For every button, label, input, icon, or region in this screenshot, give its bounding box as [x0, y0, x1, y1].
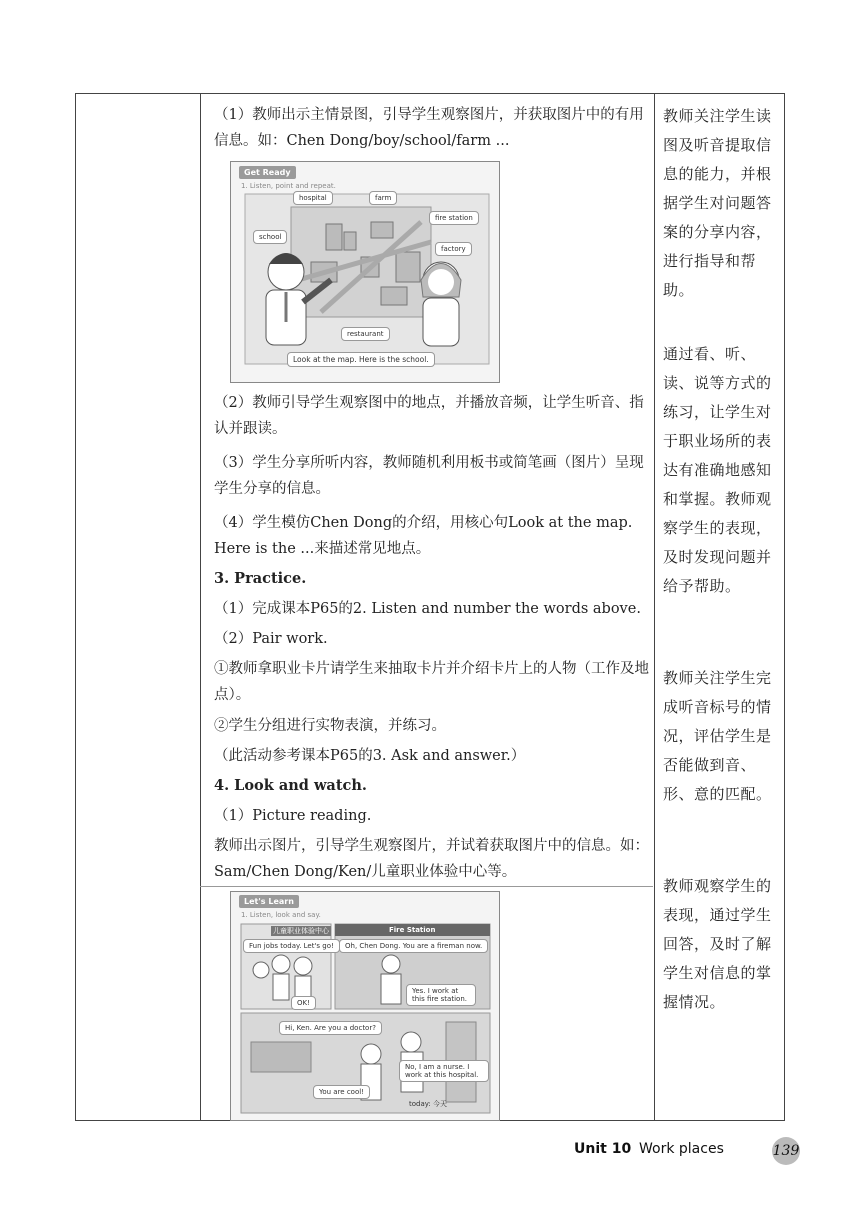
step-1: （1）教师出示主情景图，引导学生观察图片，并获取图片中的有用信息。如：Chen Dong/boy/school/farm ... [214, 107, 644, 149]
assessment-1: 教师关注学生读图及听音提取信息的能力，并根据学生对问题答案的分享内容，进行指导和帮助。 [663, 107, 772, 299]
assessment-3: 教师关注学生完成听音标号的情况，评估学生是否能做到音、形、意的匹配。 [663, 669, 772, 803]
panel-title: Fire Station [389, 926, 436, 934]
row-divider [200, 886, 653, 887]
bubble: You are cool! [313, 1085, 370, 1099]
bubble: Hi, Ken. Are you a doctor? [279, 1021, 382, 1035]
practice-2b: ②学生分组进行实物表演，并练习。 [214, 718, 446, 734]
bubble: Oh, Chen Dong. You are a fireman now. [339, 939, 488, 953]
label-restaurant: restaurant [341, 327, 390, 341]
lesson-table [75, 93, 785, 1121]
look-1: （1）Picture reading. [214, 808, 372, 824]
sign-cn: 儿童职业体验中心 [273, 927, 329, 935]
assessment-4: 教师观察学生的表现，通过学生回答，及时了解学生对信息的掌握情况。 [663, 877, 772, 1011]
step-4: （4）学生模仿Chen Dong的介绍，用核心句Look at the map. Here is the ...来描述常见地点。 [214, 515, 633, 557]
map-drawing [231, 162, 499, 382]
label-school: school [253, 230, 287, 244]
heading-practice: 3. Practice. [214, 570, 307, 587]
activity-column [200, 94, 653, 1120]
bubble: OK! [291, 996, 316, 1010]
section-header: Let's Learn [239, 895, 299, 908]
label-farm: farm [369, 191, 397, 205]
footer-title: Work places [639, 1141, 724, 1157]
instruction: 1. Listen, look and say. [241, 911, 321, 919]
heading-look-watch: 4. Look and watch. [214, 777, 367, 794]
instruction: 1. Listen, point and repeat. [241, 182, 336, 190]
assessment-2: 通过看、听、读、说等方式的练习，让学生对于职业场所的表达有准确地感知和掌握。教师观察学生的表现，及时发现问题并给予帮助。 [663, 345, 772, 595]
look-1-detail: 教师出示图片，引导学生观察图片，并试着获取图片中的信息。如：Sam/Chen Dong/Ken/儿童职业体验中心等。 [214, 838, 649, 880]
bubble: No, I am a nurse. I work at this hospital. [399, 1060, 489, 1082]
step-3: （3）学生分享所听内容，教师随机利用板书或简笔画（图片）呈现学生分享的信息。 [214, 455, 644, 497]
section-header: Get Ready [239, 166, 296, 179]
practice-2: （2）Pair work. [214, 631, 328, 647]
step-2: （2）教师引导学生观察图中的地点，并播放音频，让学生听音、指认并跟读。 [214, 395, 644, 437]
bubble: Fun jobs today. Let's go! [243, 939, 340, 953]
label-hospital: hospital [293, 191, 333, 205]
story-illustration [230, 891, 500, 1121]
map-illustration [230, 161, 500, 383]
vocab-note: today: 今天 [409, 1100, 447, 1108]
label-fire-station: fire station [429, 211, 479, 225]
assessment-column [654, 94, 785, 1120]
practice-note: （此活动参考课本P65的3. Ask and answer.） [214, 748, 526, 764]
label-factory: factory [435, 242, 472, 256]
practice-2a: ①教师拿职业卡片请学生来抽取卡片并介绍卡片上的人物（工作及地点）。 [214, 661, 649, 703]
map-caption: Look at the map. Here is the school. [287, 352, 435, 367]
bubble: Yes. I work at this fire station. [406, 984, 476, 1006]
page-number: 139 [772, 1137, 800, 1165]
footer-unit: Unit 10 [574, 1141, 632, 1157]
practice-1: （1）完成课本P65的2. Listen and number the words above. [214, 601, 641, 617]
